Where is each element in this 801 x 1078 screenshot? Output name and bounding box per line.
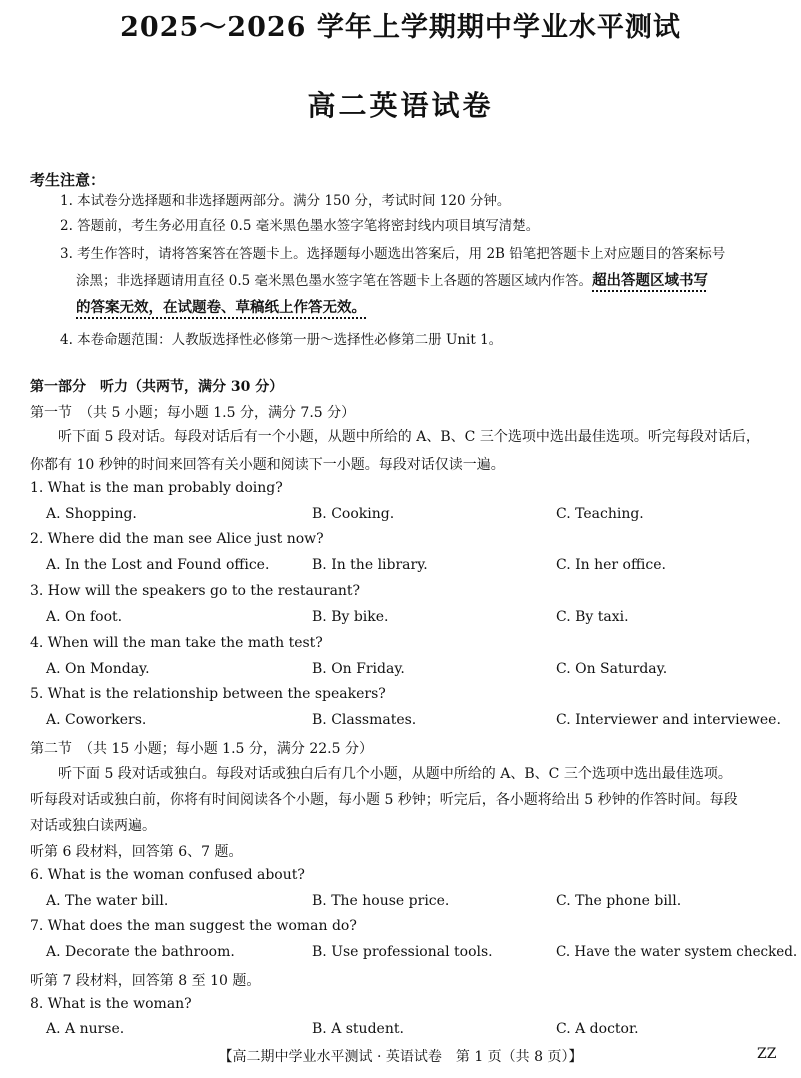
section-2-instructions-line-2: 听每段对话或独白前，你将有时间阅读各个小题，每小题 5 秒钟；听完后，各小题将给出 5 秒钟的作答时间。每段 [30,792,738,808]
question-2: 2. Where did the man see Alice just now? [30,531,324,547]
question-7-option-c: C. Have the water system checked. [556,944,798,960]
section-2-instructions-line-1: 听下面 5 段对话或独白。每段对话或独白后有几个小题，从题中所给的 A、B、C 三个选项中选出最佳选项。 [58,766,732,782]
material-7-heading: 听第 7 段材料，回答第 8 至 10 题。 [30,973,261,989]
footer-code: ZZ [757,1046,777,1062]
question-5-option-a: A. Coworkers. [46,712,147,728]
section-1-instructions-line-1: 听下面 5 段对话。每段对话后有一个小题，从题中所给的 A、B、C 三个选项中选出最佳选项。听完每段对话后， [58,429,760,445]
question-6: 6. What is the woman confused about? [30,867,305,883]
question-8-option-a: A. A nurse. [46,1021,125,1037]
question-4-option-b: B. On Friday. [312,661,405,677]
paper-title: 高二英语试卷 [307,89,494,122]
section-2-instructions-line-3: 对话或独白读两遍。 [30,818,156,834]
notice-item-4: 4. 本卷命题范围：人教版选择性必修第一册～选择性必修第二册 Unit 1。 [60,332,503,348]
section-1-instructions-line-2: 你都有 10 秒钟的时间来回答有关小题和阅读下一小题。每段对话仅读一遍。 [30,457,505,473]
notice-item-3-text: 涂黑；非选择题请用直径 0.5 毫米黑色墨水签字笔在答题卡上各题的答题区域内作答。 [76,273,593,289]
section-1-heading: 第一节 （共 5 小题；每小题 1.5 分，满分 7.5 分） [30,405,356,421]
notice-item-2: 2. 答题前，考生务必用直径 0.5 毫米黑色墨水签字笔将密封线内项目填写清楚。 [60,218,540,234]
question-5-option-b: B. Classmates. [312,712,417,728]
question-8: 8. What is the woman? [30,996,192,1012]
question-5: 5. What is the relationship between the speakers? [30,686,386,702]
part-1-heading: 第一部分 听力（共两节，满分 30 分） [30,379,284,395]
question-3: 3. How will the speakers go to the restaurant? [30,583,361,599]
notice-heading: 考生注意： [30,171,106,189]
question-7: 7. What does the man suggest the woman do? [30,918,357,934]
notice-item-3-line-1: 3. 考生作答时，请将答案答在答题卡上。选择题每小题选出答案后，用 2B 铅笔把答题卡上对应题目的答案标号 [60,246,726,262]
question-1: 1. What is the man probably doing? [30,480,283,496]
notice-emphasis-1: 超出答题区域书写 [592,273,709,289]
question-5-option-c: C. Interviewer and interviewee. [556,712,781,728]
question-3-option-a: A. On foot. [46,609,123,625]
question-1-option-a: A. Shopping. [46,506,137,522]
page-footer: 【高二期中学业水平测试 · 英语试卷 第 1 页（共 8 页）】 [218,1049,583,1065]
material-6-heading: 听第 6 段材料，回答第 6、7 题。 [30,844,243,860]
question-3-option-b: B. By bike. [312,609,389,625]
exam-title: 2025～2026 学年上学期期中学业水平测试 [120,12,681,43]
section-2-heading: 第二节 （共 15 小题；每小题 1.5 分，满分 22.5 分） [30,741,373,757]
question-1-option-b: B. Cooking. [312,506,395,522]
question-4-option-c: C. On Saturday. [556,661,668,677]
notice-item-3-line-3 [76,298,794,318]
question-4: 4. When will the man take the math test? [30,635,323,651]
question-2-option-a: A. In the Lost and Found office. [46,557,270,573]
question-7-option-b: B. Use professional tools. [312,944,493,960]
question-8-option-c: C. A doctor. [556,1021,639,1037]
question-8-option-b: B. A student. [312,1021,404,1037]
notice-item-1: 1. 本试卷分选择题和非选择题两部分。满分 150 分，考试时间 120 分钟。 [60,193,511,209]
question-7-option-a: A. Decorate the bathroom. [46,944,235,960]
question-6-option-c: C. The phone bill. [556,893,682,909]
question-4-option-a: A. On Monday. [46,661,150,677]
notice-item-3-line-2 [76,271,782,291]
question-3-option-c: C. By taxi. [556,609,629,625]
question-6-option-b: B. The house price. [312,893,450,909]
notice-emphasis-2: 的答案无效，在试题卷、草稿纸上作答无效。 [76,300,366,316]
question-6-option-a: A. The water bill. [46,893,169,909]
question-2-option-b: B. In the library. [312,557,428,573]
question-1-option-c: C. Teaching. [556,506,644,522]
question-2-option-c: C. In her office. [556,557,666,573]
